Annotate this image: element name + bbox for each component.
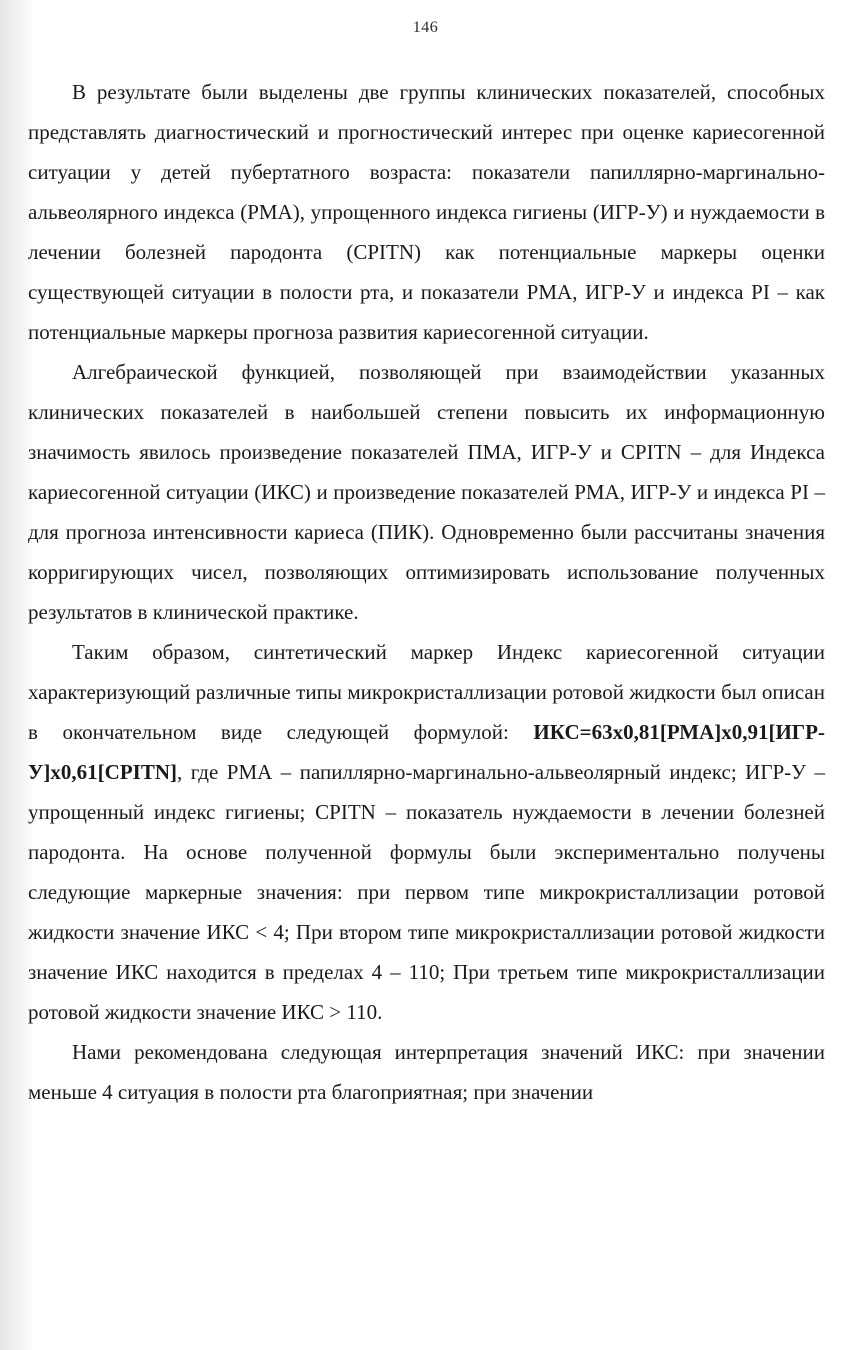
- document-body: [28, 72, 825, 1112]
- paragraph-iks-interpretation: Нами рекомендована следующая интерпретация значений ИКС: при значении меньше 4 ситуация в полости рта благоприятная; при значении: [28, 1040, 825, 1104]
- formula-explanation-text: , где РМА – папиллярно-маргинально-альвеолярный индекс; ИГР-У – упрощенный индекс гигиены; CPITN – показатель нуждаемости в лечении болезней пародонта. На основе полученной формулы были экспериментально получены следующие маркерные значения: при первом типе микрокристаллизации ротовой жидкости значение ИКС < 4; При втором типе микрокристаллизации ротовой жидкости значение ИКС находится в пределах 4 – 110; При третьем типе микрокристаллизации ротовой жидкости значение ИКС > 110.: [28, 760, 825, 1024]
- paragraph-iks-formula: [28, 632, 825, 1032]
- paragraph-algebraic-function: Алгебраической функцией, позволяющей при взаимодействии указанных клинических показателей в наибольшей степени повысить их информационную значимость явилось произведение показателей ПМА, ИГР-У и CPITN – для Индекса кариесогенной ситуации (ИКС) и произведение показателей РМА, ИГР-У и индекса PI – для прогноза интенсивности кариеса (ПИК). Одновременно были рассчитаны значения корригирующих чисел, позволяющих оптимизировать использование полученных результатов в клинической практике.: [28, 360, 825, 624]
- iks-formula: ИКС=63x0,81[РМА]x0,91[ИГР-У]x0,61[CPITN]: [28, 720, 825, 784]
- paragraph-clinical-indicator-groups: В результате были выделены две группы клинических показателей, способных представлять диагностический и прогностический интерес при оценке кариесогенной ситуации у детей пубертатного возраста: показатели папиллярно-маргинально-альвеолярного индекса (РМА), упрощенного индекса гигиены (ИГР-У) и нуждаемости в лечении болезней пародонта (CPITN) как потенциальные маркеры оценки существующей ситуации в полости рта, и показатели РМА, ИГР-У и индекса PI – как потенциальные маркеры прогноза развития кариесогенной ситуации.: [28, 80, 825, 344]
- page-number: 146: [412, 19, 439, 36]
- formula-intro-text: Таким образом, синтетический маркер Индекс кариесогенной ситуации характеризующий различные типы микрокристаллизации ротовой жидкости был описан в окончательном виде следующей формулой:: [28, 640, 825, 744]
